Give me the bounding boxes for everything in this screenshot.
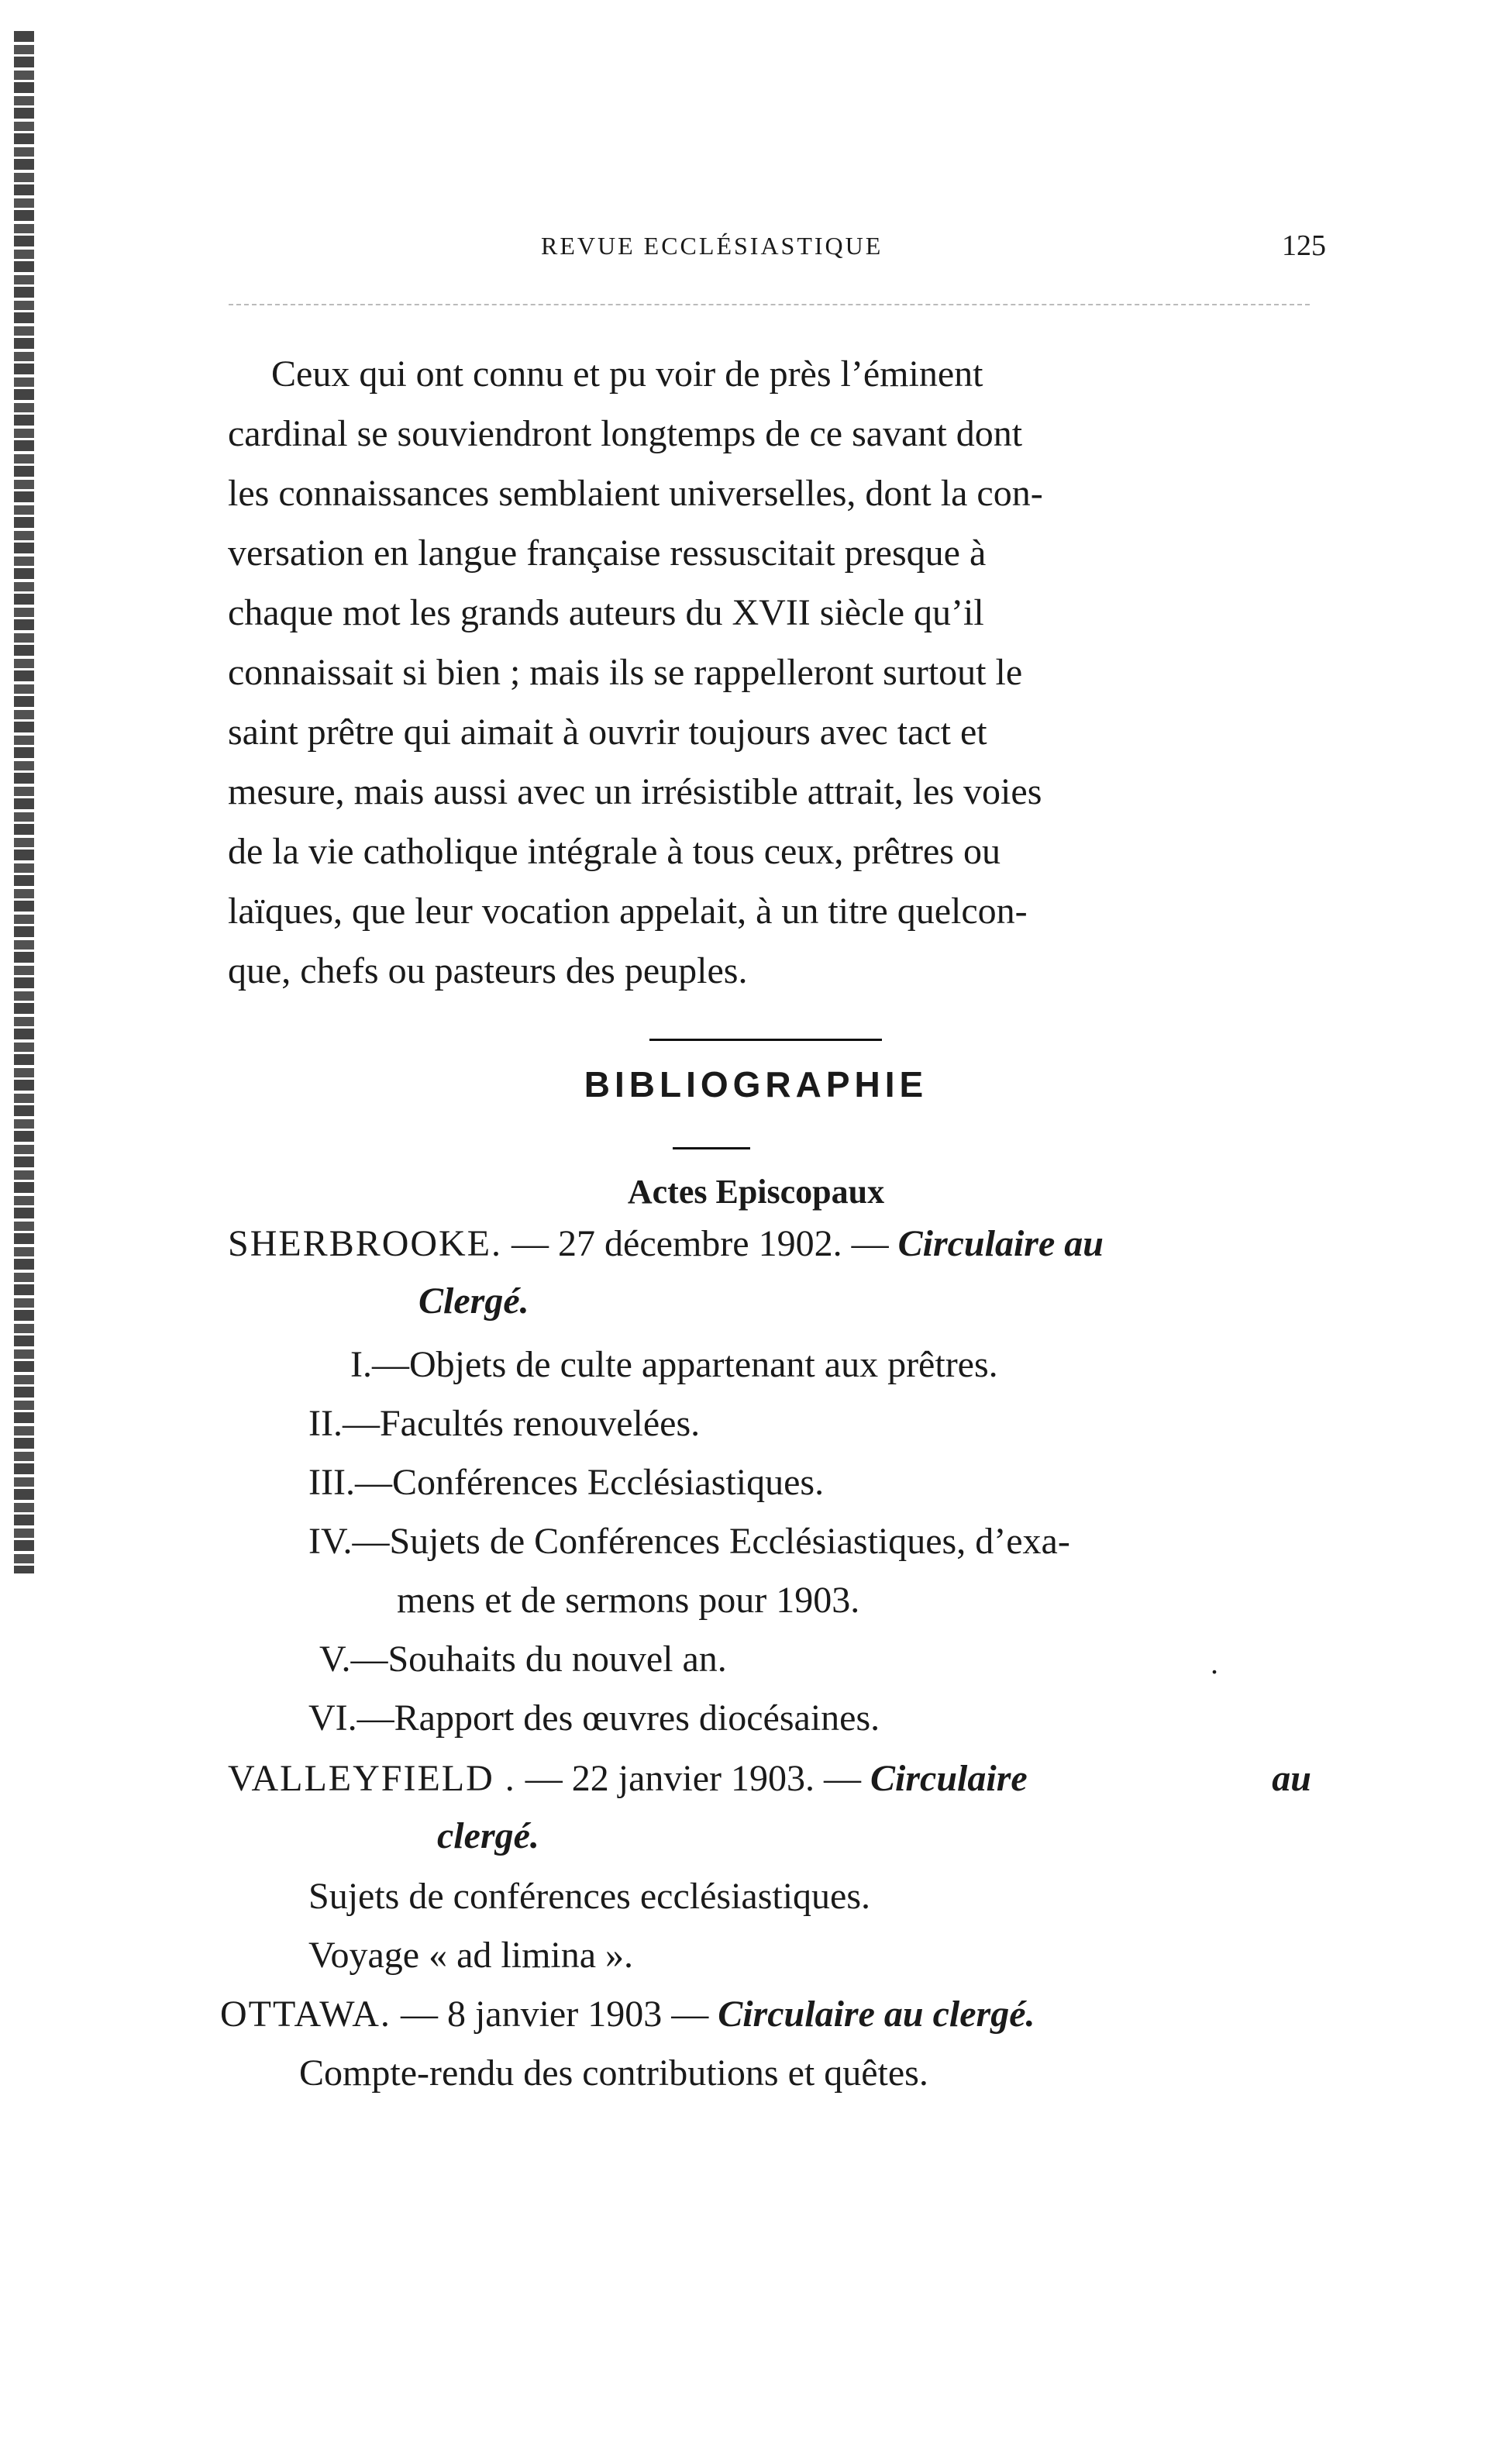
list-item: Compte-rendu des contributions et quêtes. [299,2052,928,2094]
text-line: chaque mot les grands auteurs du XVII siècle qu’il [228,592,984,633]
text-line: saint prêtre qui aimait à ouvrir toujours avec tact et [228,712,987,753]
ottawa-entry [220,1989,1035,2040]
text-line: que, chefs ou pasteurs des peuples. [228,950,748,991]
dash: — [525,1758,563,1799]
list-item: III.—Conférences Ecclésiastiques. [308,1462,825,1503]
document-type-continued: clergé. [437,1815,539,1856]
list-item: I.—Objets de culte appartenant aux prêtres. [350,1344,998,1385]
document-type: Circulaire au [897,1223,1104,1264]
section-rule-top [649,1039,882,1041]
valleyfield-entry [228,1753,1311,1804]
dash: — [851,1223,889,1264]
text-line: les connaissances semblaient universelles, dont la con- [228,473,1043,514]
running-title: REVUE ECCLÉSIASTIQUE [541,231,883,260]
text-line: Ceux qui ont connu et pu voir de près l’éminent [271,353,983,395]
bibliography-title: BIBLIOGRAPHIE [584,1064,928,1105]
section-rule-bottom [673,1147,750,1149]
text-line: laïques, que leur vocation appelait, à un titre quelcon- [228,891,1028,932]
bibliography-subtitle: Actes Episcopaux [627,1173,885,1211]
text-line: de la vie catholique intégrale à tous ceux, prêtres ou [228,831,1001,872]
list-item-continued: mens et de sermons pour 1903. [397,1580,860,1621]
diocese-name: SHERBROOKE. [228,1223,503,1264]
text-line: versation en langue française ressuscitait presque à [228,532,987,574]
body-paragraph [228,344,1311,1001]
dash: — [671,1994,709,2035]
diocese-name: VALLEYFIELD . [228,1758,516,1799]
list-item: V.—Souhaits du nouvel an. [319,1639,727,1680]
page-binding-edge [14,31,34,1573]
list-item: IV.—Sujets de Conférences Ecclésiastiques, d’exa- [308,1521,1070,1562]
list-item: VI.—Rapport des œuvres diocésaines. [308,1697,880,1739]
document-type-continued: Clergé. [418,1280,529,1322]
dash: — [400,1994,438,2035]
stray-mark: . [1211,1646,1218,1680]
diocese-name: OTTAWA. [220,1994,391,2035]
text-line: connaissait si bien ; mais ils se rappelleront surtout le [228,652,1023,693]
list-item: Voyage « ad limina ». [308,1935,634,1976]
sherbrooke-entry [228,1218,1104,1270]
text-line: cardinal se souviendront longtemps de ce savant dont [228,413,1023,454]
page-number: 125 [1282,229,1326,262]
dash: — [511,1223,549,1264]
entry-date: 8 janvier 1903 [446,1994,663,2035]
list-item: II.—Facultés renouvelées. [308,1403,701,1444]
entry-date: 27 décembre 1902. [558,1223,842,1264]
header-rule [229,304,1310,305]
document-type: Circulaire [870,1758,1028,1799]
text-line: mesure, mais aussi avec un irrésistible attrait, les voies [228,771,1042,812]
entry-date: 22 janvier 1903. [571,1758,815,1799]
dash: — [824,1758,862,1799]
document-type-word: au [1272,1758,1311,1799]
page-header [232,226,1326,265]
document-type: Circulaire au clergé. [718,1994,1035,2035]
list-item: Sujets de conférences ecclésiastiques. [308,1876,871,1917]
